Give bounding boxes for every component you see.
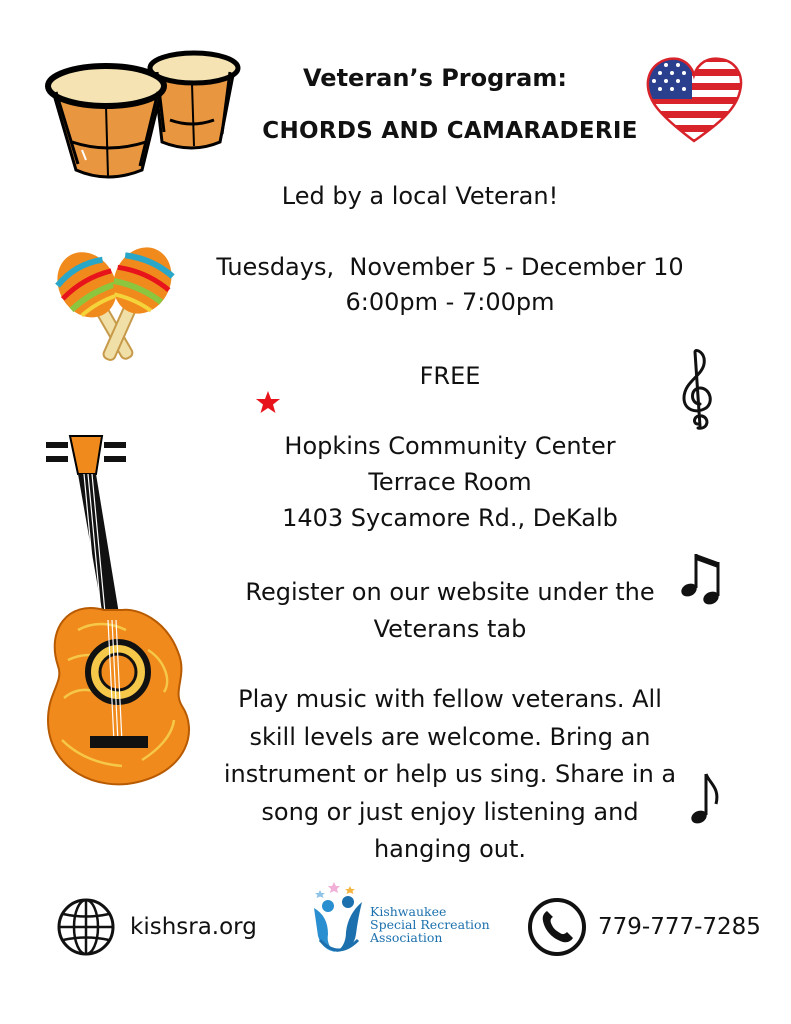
org-name-line: Association	[370, 930, 443, 945]
maracas-icon	[44, 236, 180, 372]
program-title: CHORDS AND CAMARADERIE	[262, 118, 638, 144]
description-line: song or just enjoy listening and	[261, 797, 639, 826]
schedule	[170, 250, 730, 320]
globe-icon	[56, 897, 116, 957]
bongo-drums-icon	[42, 42, 252, 182]
eighth-note-icon	[688, 770, 722, 828]
description-line: skill levels are welcome. Bring an	[249, 722, 651, 751]
phone-number[interactable]: 779-777-7285	[598, 914, 761, 940]
treble-clef-icon	[678, 348, 718, 434]
venue-room: Terrace Room	[368, 468, 532, 496]
registration-line-2: Veterans tab	[373, 615, 527, 643]
org-name	[370, 905, 490, 944]
guitar-icon	[38, 430, 198, 795]
venue	[200, 428, 700, 536]
org-logo-icon	[306, 880, 372, 960]
description	[195, 681, 705, 869]
phone-icon	[527, 897, 587, 957]
intro-text: Led by a local Veteran!	[281, 182, 559, 210]
star-icon	[255, 390, 281, 414]
registration-line-1: Register on our website under the	[245, 578, 655, 606]
website-link[interactable]: kishsra.org	[130, 914, 257, 940]
org-name-line: Special Recreation	[370, 917, 490, 932]
description-line: Play music with fellow veterans. All	[238, 685, 662, 713]
venue-address: 1403 Sycamore Rd., DeKalb	[282, 504, 618, 532]
flag-heart-icon	[642, 55, 746, 145]
schedule-days: Tuesdays, November 5 - December 10	[216, 253, 684, 281]
schedule-time: 6:00pm - 7:00pm	[345, 288, 555, 316]
org-name-line: Kishwaukee	[370, 904, 447, 919]
description-line: instrument or help us sing. Share in a	[223, 760, 677, 788]
venue-name: Hopkins Community Center	[284, 432, 616, 460]
cost-label: FREE	[419, 362, 481, 390]
description-line: hanging out.	[373, 835, 527, 863]
program-subtitle: Veteran’s Program:	[303, 64, 567, 92]
registration	[200, 574, 700, 648]
